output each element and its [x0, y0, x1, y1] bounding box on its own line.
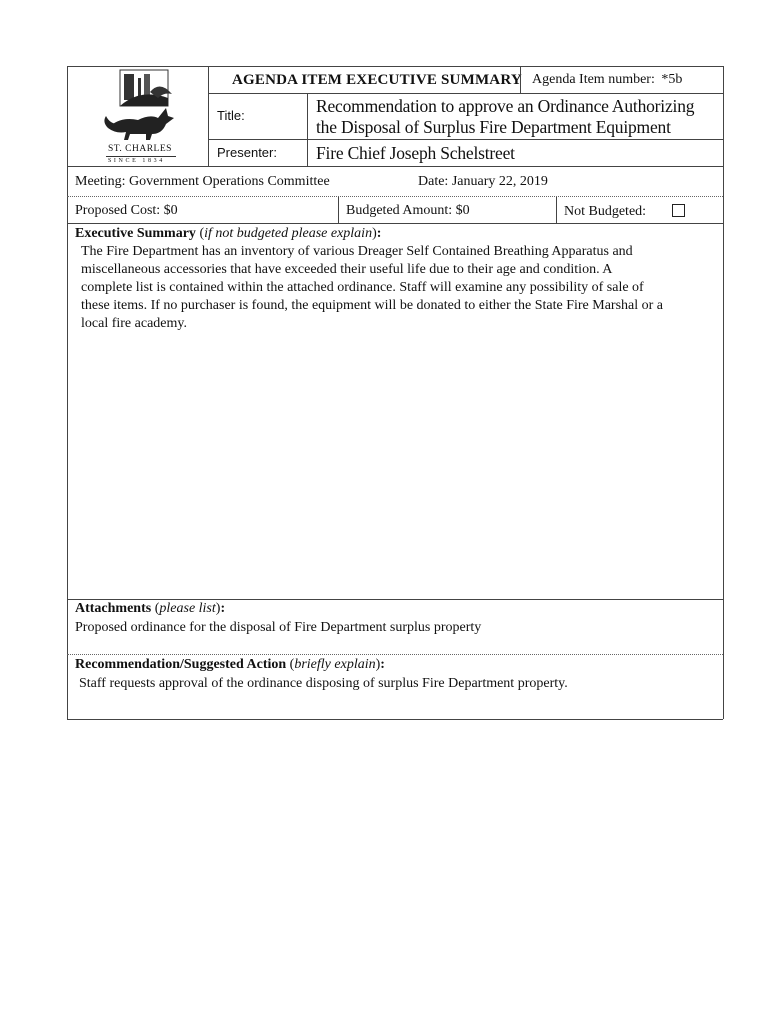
header-block-bottom	[67, 166, 723, 167]
executive-summary-heading	[75, 226, 381, 242]
executive-summary-title: Executive Summary	[75, 226, 196, 241]
heading-paren-close: )	[372, 226, 377, 241]
executive-summary-body	[81, 243, 663, 333]
attachments-title: Attachments	[75, 601, 152, 616]
title-line-2: the Disposal of Surplus Fire Department Equipment	[316, 117, 671, 137]
agenda-item-label: Agenda Item number:	[532, 72, 655, 87]
logo-city-name: ST. CHARLES	[108, 144, 172, 154]
heading-colon: :	[376, 226, 382, 241]
heading-paren-open: (	[199, 226, 205, 241]
recommendation-text: Staff requests approval of the ordinance disposing of surplus Fire Department property.	[79, 676, 568, 691]
st-charles-logo	[100, 68, 182, 168]
cost-row-bottom	[67, 223, 723, 224]
recommendation-title: Recommendation/Suggested Action	[75, 657, 287, 672]
attachments-heading	[75, 601, 225, 617]
not-budgeted-checkbox[interactable]	[672, 204, 685, 217]
agenda-item-value: *5b	[661, 72, 683, 87]
heading-paren-open: (	[289, 657, 295, 672]
logo-since-text: SINCE 1834	[108, 158, 165, 164]
executive-summary-line: miscellaneous accessories that have exceeded their useful life due to their age and condition. A	[81, 262, 613, 277]
executive-summary-line: local fire academy.	[81, 316, 187, 331]
recommendation-heading	[75, 657, 385, 673]
meeting-text: Meeting: Government Operations Committee	[75, 174, 330, 189]
title-row-bottom	[208, 139, 723, 140]
logo-column-divider	[208, 66, 209, 166]
executive-summary-line: these items. If no purchaser is found, the equipment will be donated to either the State Fire Marshal or a	[81, 298, 664, 313]
outer-border-bottom	[67, 719, 723, 720]
heading-paren-open: (	[154, 601, 160, 616]
title-line-1: Recommendation to approve an Ordinance Authorizing	[316, 96, 695, 116]
cost-divider-2	[556, 197, 557, 223]
cost-divider-1	[338, 197, 339, 223]
agenda-item-number-label	[532, 72, 682, 88]
executive-summary-note: if not budgeted please explain	[204, 226, 373, 241]
attachments-bottom	[67, 654, 723, 655]
presenter-value: Fire Chief Joseph Schelstreet	[316, 143, 515, 163]
label-column-divider	[307, 93, 308, 166]
presenter-label: Presenter:	[217, 145, 277, 160]
heading-colon: :	[380, 657, 385, 672]
heading-paren-close: )	[215, 601, 221, 616]
heading-paren-close: )	[375, 657, 381, 672]
outer-border-left	[67, 66, 68, 719]
header-row-bottom	[208, 93, 723, 94]
executive-summary-line: complete list is contained within the attached ordinance. Staff will examine any possibility of sale of	[81, 280, 644, 295]
outer-border-right	[723, 66, 724, 719]
outer-border-top	[67, 66, 723, 67]
attachments-note: please list	[159, 601, 216, 616]
not-budgeted-label: Not Budgeted:	[564, 204, 647, 219]
proposed-cost: Proposed Cost: $0	[75, 203, 178, 218]
budgeted-amount: Budgeted Amount: $0	[346, 203, 470, 218]
executive-summary-line: The Fire Department has an inventory of various Dreager Self Contained Breathing Apparatus and	[81, 244, 633, 259]
logo-divider	[106, 156, 176, 157]
attachments-text: Proposed ordinance for the disposal of Fire Department surplus property	[75, 620, 482, 635]
meeting-row-bottom	[67, 196, 723, 197]
recommendation-note: briefly explain	[294, 657, 376, 672]
title-label: Title:	[217, 108, 245, 123]
agenda-number-divider	[520, 66, 521, 93]
meeting-date: Date: January 22, 2019	[418, 174, 548, 189]
heading-colon: :	[220, 601, 226, 616]
executive-summary-bottom	[67, 599, 723, 600]
page-title: AGENDA ITEM EXECUTIVE SUMMARY	[232, 72, 522, 88]
